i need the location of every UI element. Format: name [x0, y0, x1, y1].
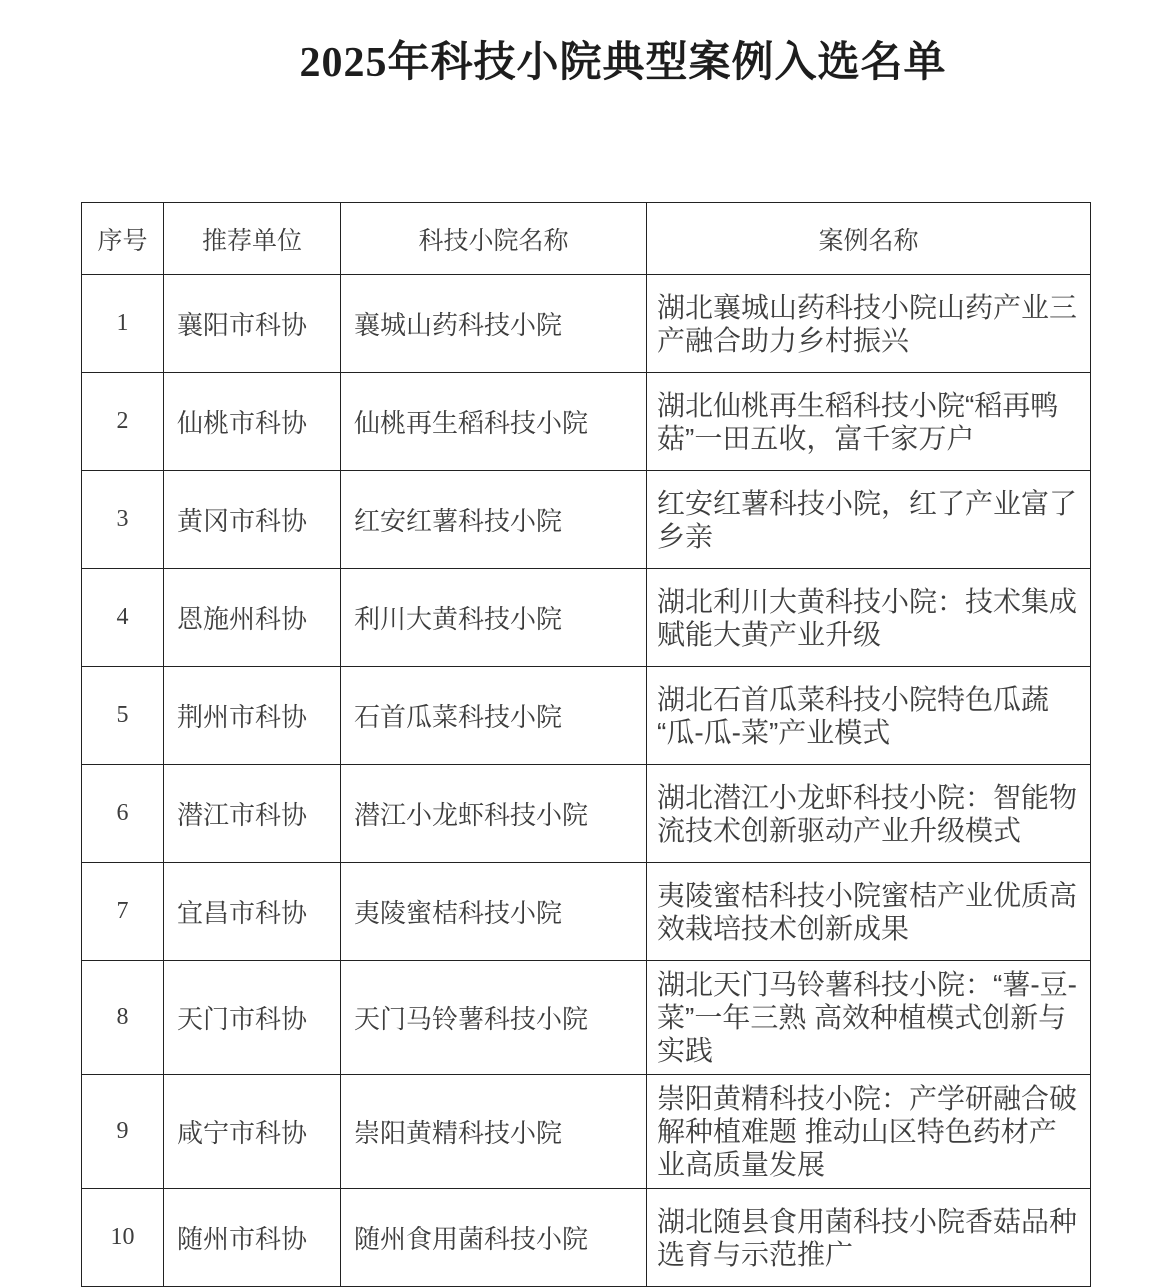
courtyard-name-cell: 夷陵蜜桔科技小院 [341, 863, 647, 961]
courtyard-name-cell: 仙桃再生稻科技小院 [341, 373, 647, 471]
table-row [82, 275, 1091, 373]
case-name-cell: 崇阳黄精科技小院：产学研融合破解种植难题 推动山区特色药材产业高质量发展 [647, 1075, 1091, 1189]
table-row [82, 765, 1091, 863]
recommending-unit-cell: 宜昌市科协 [164, 863, 341, 961]
column-header-unit: 推荐单位 [164, 203, 341, 275]
table-row [82, 1189, 1091, 1287]
row-number-cell: 5 [82, 667, 164, 765]
case-name-cell: 湖北襄城山药科技小院山药产业三产融合助力乡村振兴 [647, 275, 1091, 373]
courtyard-name-cell: 天门马铃薯科技小院 [341, 961, 647, 1075]
row-number-cell: 7 [82, 863, 164, 961]
recommending-unit-cell: 随州市科协 [164, 1189, 341, 1287]
row-number-cell: 10 [82, 1189, 164, 1287]
courtyard-name-cell: 石首瓜菜科技小院 [341, 667, 647, 765]
header-row [82, 203, 1091, 275]
courtyard-name-cell: 随州食用菌科技小院 [341, 1189, 647, 1287]
page-title: 2025年科技小院典型案例入选名单 [299, 40, 947, 86]
case-name-cell: 湖北随县食用菌科技小院香菇品种选育与示范推广 [647, 1189, 1091, 1287]
row-number-cell: 3 [82, 471, 164, 569]
case-name-cell: 湖北石首瓜菜科技小院特色瓜蔬“瓜-瓜-菜”产业模式 [647, 667, 1091, 765]
column-header-courtyard: 科技小院名称 [341, 203, 647, 275]
courtyard-name-cell: 红安红薯科技小院 [341, 471, 647, 569]
case-name-cell: 湖北天门马铃薯科技小院：“薯-豆-菜”一年三熟 高效种植模式创新与实践 [647, 961, 1091, 1075]
table-row [82, 667, 1091, 765]
table-row [82, 471, 1091, 569]
courtyard-name-cell: 利川大黄科技小院 [341, 569, 647, 667]
column-header-case: 案例名称 [647, 203, 1091, 275]
courtyard-name-cell: 潜江小龙虾科技小院 [341, 765, 647, 863]
recommending-unit-cell: 天门市科协 [164, 961, 341, 1075]
table-row [82, 373, 1091, 471]
case-name-cell: 红安红薯科技小院，红了产业富了乡亲 [647, 471, 1091, 569]
row-number-cell: 6 [82, 765, 164, 863]
case-name-cell: 湖北潜江小龙虾科技小院：智能物流技术创新驱动产业升级模式 [647, 765, 1091, 863]
row-number-cell: 1 [82, 275, 164, 373]
recommending-unit-cell: 恩施州科协 [164, 569, 341, 667]
row-number-cell: 4 [82, 569, 164, 667]
case-name-cell: 湖北仙桃再生稻科技小院“稻再鸭菇”一田五收，富千家万户 [647, 373, 1091, 471]
row-number-cell: 8 [82, 961, 164, 1075]
case-name-cell: 夷陵蜜桔科技小院蜜桔产业优质高效栽培技术创新成果 [647, 863, 1091, 961]
table-row [82, 863, 1091, 961]
case-list-table [81, 202, 1091, 1287]
recommending-unit-cell: 荆州市科协 [164, 667, 341, 765]
table-row [82, 961, 1091, 1075]
courtyard-name-cell: 襄城山药科技小院 [341, 275, 647, 373]
column-header-number: 序号 [82, 203, 164, 275]
row-number-cell: 9 [82, 1075, 164, 1189]
courtyard-name-cell: 崇阳黄精科技小院 [341, 1075, 647, 1189]
case-name-cell: 湖北利川大黄科技小院：技术集成赋能大黄产业升级 [647, 569, 1091, 667]
recommending-unit-cell: 襄阳市科协 [164, 275, 341, 373]
table-header-row [82, 203, 1091, 275]
recommending-unit-cell: 黄冈市科协 [164, 471, 341, 569]
table-row [82, 569, 1091, 667]
recommending-unit-cell: 咸宁市科协 [164, 1075, 341, 1189]
table-row [82, 1075, 1091, 1189]
row-number-cell: 2 [82, 373, 164, 471]
recommending-unit-cell: 潜江市科协 [164, 765, 341, 863]
recommending-unit-cell: 仙桃市科协 [164, 373, 341, 471]
